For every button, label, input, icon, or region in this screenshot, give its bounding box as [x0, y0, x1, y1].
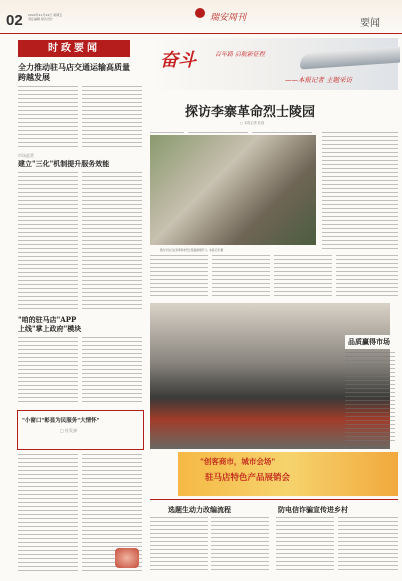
article3-body-a [18, 337, 78, 405]
page-editor: 责任编辑 版式设计 [28, 17, 53, 21]
article3-body-b [82, 337, 142, 405]
page-number: 02 [6, 12, 23, 29]
bottom-right-text-b [338, 517, 398, 573]
article4-body-a [18, 454, 78, 572]
bottom-right-text-a [276, 517, 334, 573]
article2-body-a [18, 172, 78, 312]
feature-photo [150, 135, 316, 245]
masthead-logo-icon [195, 8, 205, 18]
article4-byline: □ 杜发洲 [60, 428, 78, 433]
section-name: 要闻 [360, 18, 380, 29]
article2-title: 建立"三化"机制提升服务效能 [18, 159, 110, 168]
bottom-left-text-b [211, 517, 269, 573]
page-meta [28, 13, 88, 21]
banner-big-word: 奋斗 [160, 50, 196, 71]
feature-text-e [274, 255, 332, 297]
bottom-divider [150, 499, 398, 500]
article3-title-line1: "咱的驻马店"APP [18, 315, 77, 324]
banner-slogan-bottom: ——本报记者 主题采访 [285, 76, 353, 84]
article2-kicker: 市场监管 [18, 153, 34, 158]
article2-body-b [82, 172, 142, 312]
masthead: 瑞安周刊 [210, 13, 247, 23]
feature-byline: □ 本报记者 杜琼 [240, 121, 265, 125]
event-banner-line2: 驻马店特色产品展销会 [205, 473, 291, 483]
feature-text-f [336, 255, 398, 297]
article4-title: "小窗口"彰显为民服务"大情怀" [22, 418, 100, 424]
factory-photo-caption: 工人在生产车间作业 [348, 445, 372, 448]
page-date: 2024年11月22日 星期五 [28, 13, 63, 17]
article1-body-a [18, 86, 78, 148]
feature-title: 探访李寨革命烈士陵园 [185, 105, 316, 120]
factory-photo-text [345, 352, 395, 442]
article1-title: 全力推动驻马店交通运输高质量跨越发展 [18, 62, 130, 82]
article1-body-b [82, 86, 142, 148]
factory-photo-title: 品质赢得市场 [348, 337, 390, 346]
feature-text-d [212, 255, 270, 297]
bottom-right-title: 防电信诈骗宣传进乡村 [278, 505, 348, 514]
event-banner-line1: "创客商市，城市会场" [200, 457, 276, 466]
feature-text-c [150, 255, 208, 297]
banner-slogan-top: 百年路 启航新征程 [215, 51, 265, 58]
bottom-left-text-a [150, 517, 208, 573]
feature-text-right [322, 132, 398, 250]
section-title: 时政要闻 [18, 40, 130, 57]
bottom-left-title: 选题生动力改编流程 [168, 505, 231, 514]
article3-title-line2: 上线"掌上政府"模块 [18, 324, 82, 333]
decorative-logo-icon [115, 548, 139, 568]
feature-photo-caption: 图为学生们在李寨革命烈士陵园参观学习。本报记者 摄 [160, 249, 224, 252]
